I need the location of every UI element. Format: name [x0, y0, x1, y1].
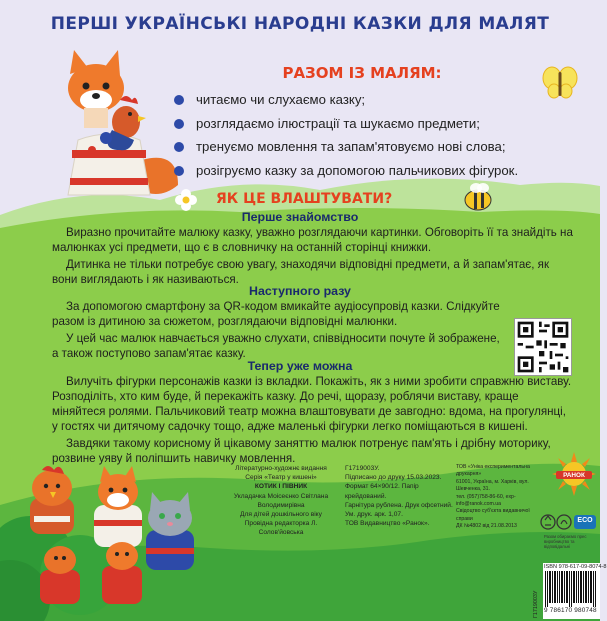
paragraph: У цей час малюк навчається уважно слухати, співвідносити почуте й зображене, а також поступово запам'ятає казку. — [52, 332, 500, 360]
howto-title: ЯК ЦЕ ВЛАШТУВАТИ? — [216, 191, 393, 207]
eco-note: Разом обираємо прес виробництво та відповідальні — [544, 534, 587, 549]
paragraph: Завдяки такому корисному й цікавому заняттю малюк потренує пам'ять і дрібну моторику, розвине уяву й поліпшить навичку мовлення. — [52, 437, 551, 465]
list-item: тренуємо мовлення та запам'ятовуємо нові слова; — [172, 135, 592, 159]
imprint-column-2: Г1719003У. Підписано до друку 15.03.2023. Формат 64×90/12. Папір крейдований. Гарнітура рублена. Друк офсетний. Ум. друк. арк. 1,07. ТОВ Видавництво «Ранок». — [345, 465, 453, 528]
series-title: ПЕРШІ УКРАЇНСЬКІ НАРОДНІ КАЗКИ ДЛЯ МАЛЯТ — [50, 14, 550, 34]
section-title-next-time: Наступного разу — [249, 284, 351, 298]
together-title: РАЗОМ ІЗ МАЛЯМ: — [282, 64, 442, 82]
list-item: розігруємо казку за допомогою пальчикових фігурок. — [172, 159, 592, 183]
fox-puppet — [94, 466, 142, 547]
fox-puppet-small — [102, 542, 142, 604]
rooster-puppet-small — [40, 546, 80, 604]
bullet-icon — [174, 95, 184, 105]
imprint-column-1: Літературно-художнє видання Серія «Театр у кишені» КОТИК І ПІВНИК Укладачка Моісеєнко Світлана Володимирівна Для дітей дошкільного віку Провідна редакторка Л. Солов'йовська — [233, 465, 329, 537]
section-title-first-acquaintance: Перше знайомство — [241, 210, 359, 224]
logo-text: РАНОК — [563, 472, 585, 479]
barcode-bars — [543, 571, 599, 611]
eco-marks — [540, 511, 598, 547]
isbn: ISBN 978-617-09-8074-8 — [544, 564, 607, 570]
activity-list — [172, 88, 592, 182]
eco-badge-text: ECO — [577, 517, 593, 524]
bullet-icon — [174, 119, 184, 129]
bullet-icon — [174, 166, 184, 176]
paragraph: Дитинка не тільки потребує свою увагу, знаходячи відповідні предмети, а й запам'ятає, як вони виглядають і як називаються. — [52, 258, 550, 286]
section-title-now-possible: Тепер уже можна — [247, 359, 353, 373]
side-code: Г1719003У — [533, 590, 539, 618]
cat-puppet — [146, 492, 194, 570]
paragraph: Виразно прочитайте малюку казку, уважно розглядаючи картинки. Обговоріть її та знайдіть на малюнках усі предмети, що є в словничку на останній сторінці книжки. — [52, 226, 573, 254]
list-item: читаємо чи слухаємо казку; — [172, 88, 592, 112]
ranok-logo — [552, 452, 596, 496]
paragraph: За допомогою смартфону за QR-кодом вмикайте аудіосупровід казки. Слідкуйте разом із дитиною за сюжетом, розглядаючи відповідні малюнки. — [52, 300, 500, 328]
list-item: розглядаємо ілюстрації та шукаємо предмети; — [172, 112, 592, 136]
barcode-number: 9 786170 980748 — [544, 607, 597, 614]
imprint-column-3: ТОВ «Уніка експериментальна друкарня» 61001, Україна, м. Харків, вул. Шевченка, 31. тел. (057)758-86-60, exp-info@ranok.com.ua Свідоцтво суб'єкта видавничої справи ДК №4802 від 21.08.2013 — [456, 464, 530, 530]
paragraph: Вилучіть фігурки персонажів казки із вкладки. Покажіть, як з ними зробити справжню виставу. Розподіліть, хто ким буде, й перекажіть казку. До речі, щоразу, роблячи виставу, краще міняйтеся ролями. Пальчиковий театр можна влаштовувати де завгодно: вдома, на прогулянці, у гостях чи дитячому садочку тощо, адже маленькі фігурки легко поміщаються в кишені. — [52, 375, 572, 433]
bullet-icon — [174, 142, 184, 152]
